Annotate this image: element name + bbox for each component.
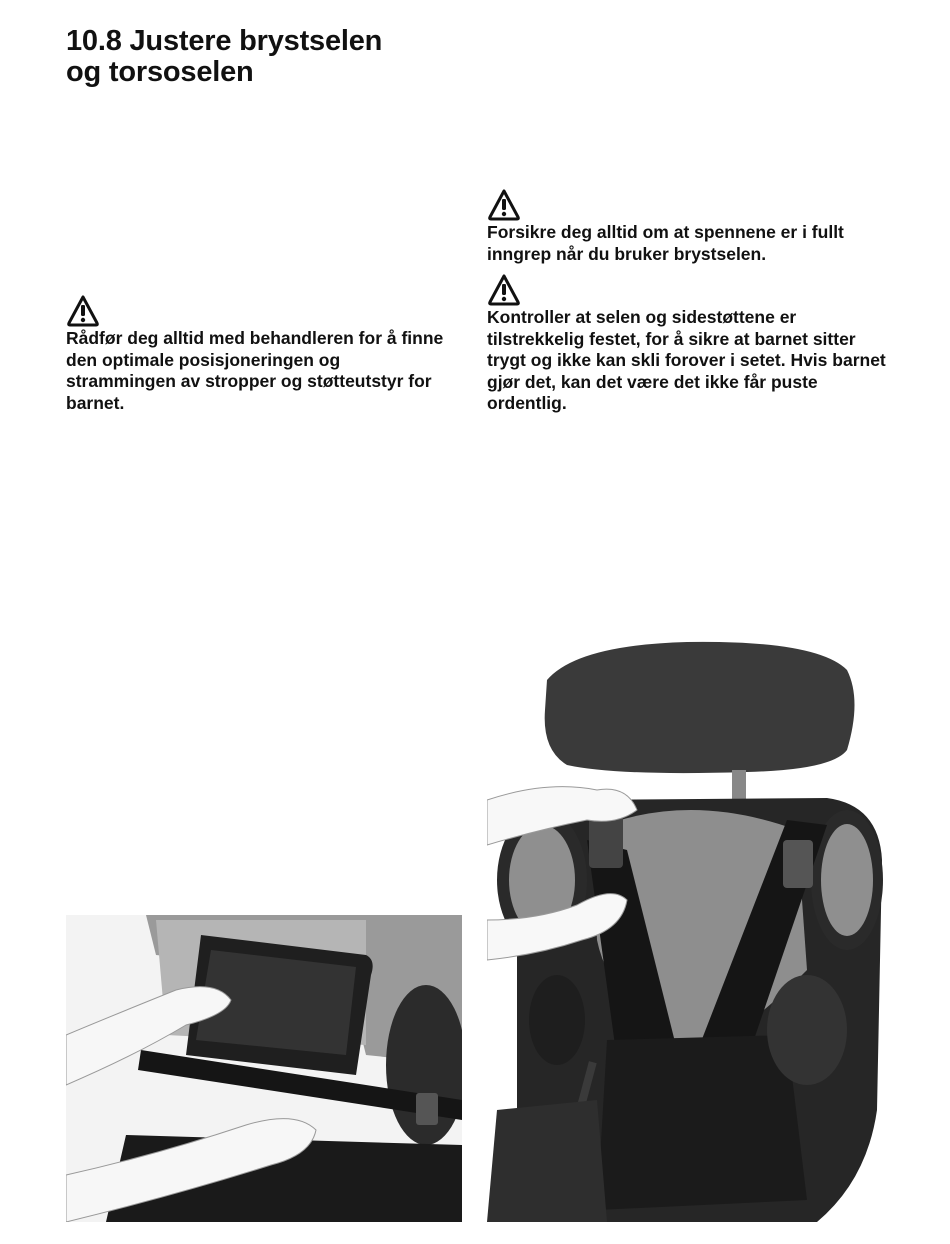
page-title-line-1: 10.8 Justere brystselen bbox=[66, 25, 383, 57]
warning-fastening bbox=[487, 273, 887, 415]
torso-belt-adjustment-image bbox=[66, 915, 462, 1222]
torso-belt-adjustment-photo bbox=[66, 915, 462, 1222]
warning-text: Kontroller at selen og sidestøttene er tilstrekkelig festet, for å sikre at barnet sitter trygt og ikke kan skli forover i setet. Hvis barnet gjør det, kan det være det ikke får puste ordentlig. bbox=[487, 307, 886, 413]
warning-text: Forsikre deg alltid om at spennene er i fullt inngrep når du bruker brystselen. bbox=[487, 222, 844, 264]
warning-text: Rådfør deg alltid med behandleren for å finne den optimale posisjoneringen og strammingen av stropper og støtteutstyr for barnet. bbox=[66, 328, 444, 413]
page-title bbox=[66, 26, 486, 88]
warning-icon bbox=[487, 273, 521, 307]
warning-icon bbox=[66, 294, 100, 328]
chest-harness-image bbox=[487, 640, 883, 1222]
warning-therapist bbox=[66, 294, 451, 414]
warning-icon bbox=[487, 188, 521, 222]
warning-buckle bbox=[487, 188, 887, 265]
page-title-line-2: og torsoselen bbox=[66, 56, 254, 88]
chest-harness-buckle-photo bbox=[487, 640, 883, 1222]
